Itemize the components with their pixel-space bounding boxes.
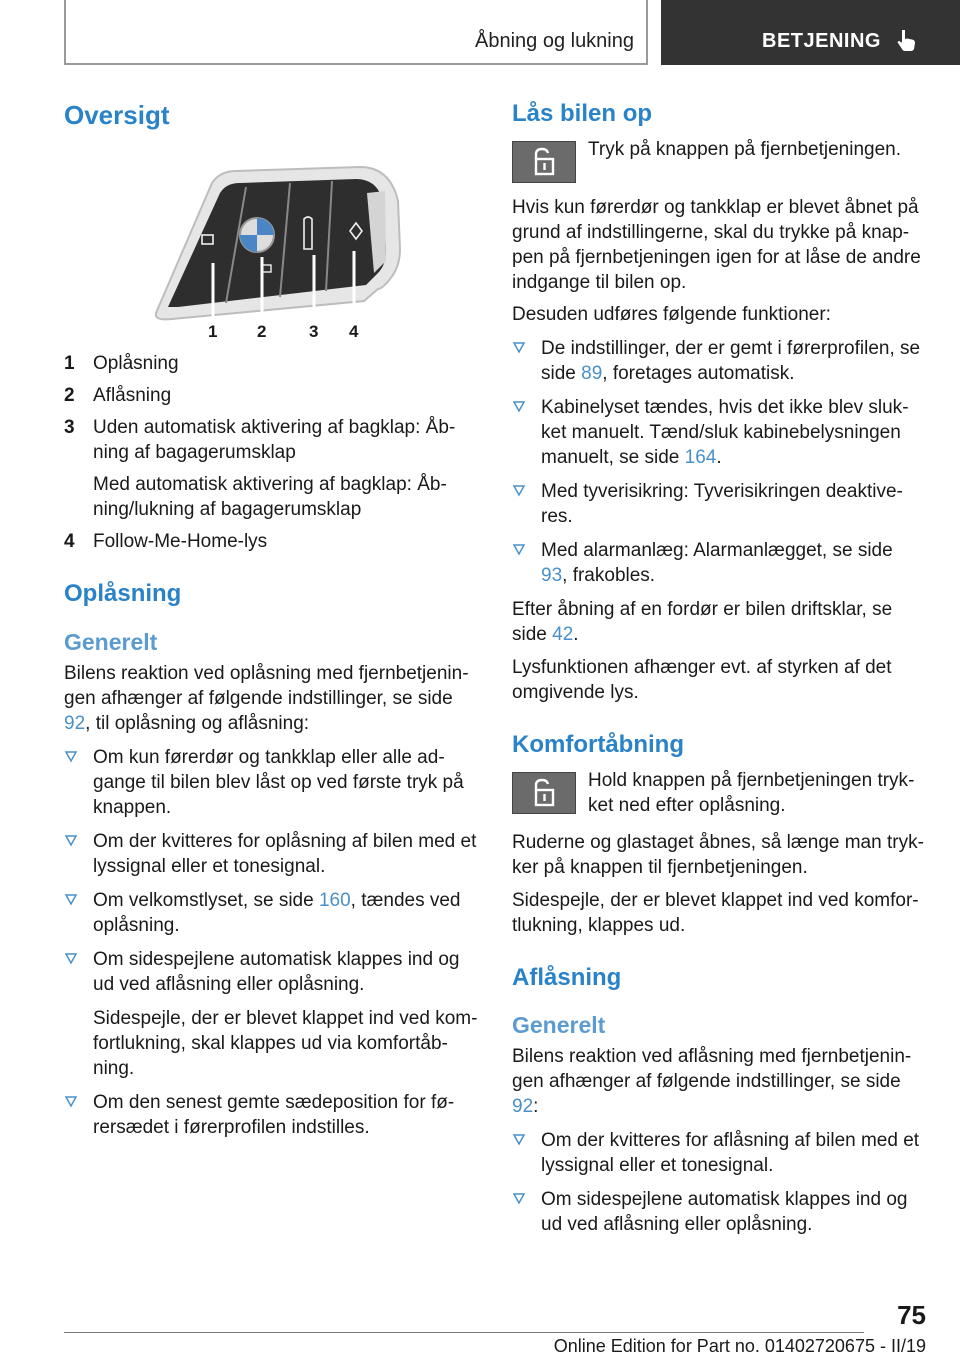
list-item: De indstillinger, der er gemt i førerprofilen, se side 89, foretages automatisk. <box>512 336 924 386</box>
legend-item: 3 Uden automatisk aktivering af bagklap: Åbning af bagagerumsklap <box>64 417 456 464</box>
general-paragraph: Bilens reaktion ved aflåsning med fjernbetjeningen afhænger af følgende indstillinger, se side 92: <box>512 1045 912 1117</box>
keyfob-label-2: 2 <box>257 322 267 340</box>
list-item: Om der kvitteres for aflåsning af bilen med et lyssignal eller et tonesignal. <box>512 1128 924 1178</box>
section-title: Åbning og lukning <box>474 30 634 52</box>
comfort-button-row <box>512 768 924 818</box>
general-heading: Generelt <box>64 628 158 655</box>
triangle-bullet-icon <box>512 340 526 354</box>
list-item: Om sidespejlene automatisk klappes ind og ud ved aflåsning eller oplåsning. <box>512 1187 924 1237</box>
page-link[interactable]: 164 <box>684 446 717 468</box>
keyfob-label-4: 4 <box>349 322 359 340</box>
triangle-bullet-icon <box>512 542 526 556</box>
section-header <box>64 0 648 65</box>
legend-item: 2 Aflåsning <box>64 385 172 407</box>
page-link[interactable]: 42 <box>552 623 574 645</box>
list-item: Om sidespejlene automatisk klappes ind og ud ved aflåsning eller oplåsning. Sidespejle, der er blevet klappet ind ved komfortlukning, skal klappes ud via komfortåbning. <box>64 947 480 1081</box>
lock-bullets <box>512 1128 924 1237</box>
hand-pointer-icon <box>894 27 920 53</box>
functions-bullets <box>512 336 924 588</box>
triangle-bullet-icon <box>512 483 526 497</box>
unlock-heading: Oplåsning <box>64 580 182 608</box>
triangle-bullet-icon <box>64 951 78 965</box>
page-link[interactable]: 92 <box>512 1095 534 1117</box>
paragraph: Ruderne og glastaget åbnes, så længe man trykker på knappen til fjernbetjeningen. <box>512 831 924 878</box>
paragraph: Desuden udføres følgende funktioner: <box>512 303 831 325</box>
footer-divider <box>64 1332 864 1333</box>
triangle-bullet-icon <box>512 1191 526 1205</box>
overview-heading: Oversigt <box>64 100 170 130</box>
list-subitem: Sidespejle, der er blevet klappet ind ved komfortlukning, skal klappes ud via komfortåbning. <box>93 1007 478 1079</box>
triangle-bullet-icon <box>512 1132 526 1146</box>
general-heading: Generelt <box>512 1012 606 1039</box>
unlock-button-icon <box>512 772 576 814</box>
unlock-instruction: Tryk på knappen på fjernbetjeningen. <box>588 138 902 160</box>
triangle-bullet-icon <box>512 399 526 413</box>
list-item: Med tyverisikring: Tyverisikringen deaktiveres. <box>512 479 924 529</box>
list-item: Om den senest gemte sædeposition for førersædet i førerprofilen indstilles. <box>64 1090 480 1140</box>
legend-list <box>64 351 480 554</box>
comfort-heading: Komfortåbning <box>512 730 684 758</box>
right-column <box>512 100 924 1246</box>
left-column <box>64 100 480 1149</box>
list-item: Kabinelyset tændes, hvis det ikke blev slukket manuelt. Tænd/sluk kabinebelysningen manuelt, se side 164. <box>512 395 924 470</box>
list-item: Om der kvitteres for oplåsning af bilen med et lyssignal eller et tonesignal. <box>64 829 480 879</box>
triangle-bullet-icon <box>64 749 78 763</box>
triangle-bullet-icon <box>64 892 78 906</box>
list-item: Om kun førerdør og tankklap eller alle adgange til bilen blev låst op ved første tryk på knappen. <box>64 745 480 820</box>
list-item: Med alarmanlæg: Alarmanlægget, se side 93, frakobles. <box>512 538 924 588</box>
paragraph: Sidespejle, der er blevet klappet ind ved komfortlukning, klappes ud. <box>512 889 919 936</box>
legend-item: 1 Oplåsning <box>64 353 179 375</box>
unlock-car-heading: Lås bilen op <box>512 100 653 127</box>
general-paragraph: Bilens reaktion ved oplåsning med fjernbetjeningen afhænger af følgende indstillinger, se side 92, til oplåsning og aflåsning: <box>64 662 469 734</box>
paragraph: Lysfunktionen afhænger evt. af styrken af det omgivende lys. <box>512 656 892 703</box>
comfort-instruction: Hold knappen på fjernbetjeningen trykket ned efter oplåsning. <box>588 769 915 816</box>
unlock-button-icon <box>512 141 576 183</box>
keyfob-label-3: 3 <box>309 322 319 340</box>
paragraph: Efter åbning af en fordør er bilen driftsklar, se side 42. <box>512 598 893 645</box>
chapter-header <box>661 0 960 65</box>
page-link[interactable]: 160 <box>318 889 351 911</box>
paragraph: Hvis kun førerdør og tankklap er blevet åbnet på grund af indstillingerne, skal du trykke på knappen på fjernbetjeningen igen for at låse de andre indgange til bilen op. <box>512 196 921 293</box>
keyfob-illustration <box>142 161 402 339</box>
unlock-bullets <box>64 745 480 1140</box>
keyfob-label-1: 1 <box>208 322 218 340</box>
triangle-bullet-icon <box>64 1094 78 1108</box>
page-link[interactable]: 93 <box>541 564 563 586</box>
page-link[interactable]: 89 <box>581 362 603 384</box>
page-number: 75 <box>897 1300 926 1330</box>
unlock-button-row <box>512 137 924 183</box>
list-item: Om velkomstlyset, se side 160, tændes ved oplåsning. <box>64 888 480 938</box>
legend-item: 4 Follow-Me-Home-lys <box>64 531 268 553</box>
triangle-bullet-icon <box>64 833 78 847</box>
legend-subitem: Med automatisk aktivering af bagklap: Åbning/lukning af bagagerumsklap <box>93 474 447 521</box>
chapter-title: BETJENING <box>762 30 881 52</box>
lock-heading: Aflåsning <box>512 963 622 991</box>
page-link[interactable]: 92 <box>64 712 86 734</box>
edition-text: Online Edition for Part no. 01402720675 - II/19 <box>553 1336 926 1356</box>
